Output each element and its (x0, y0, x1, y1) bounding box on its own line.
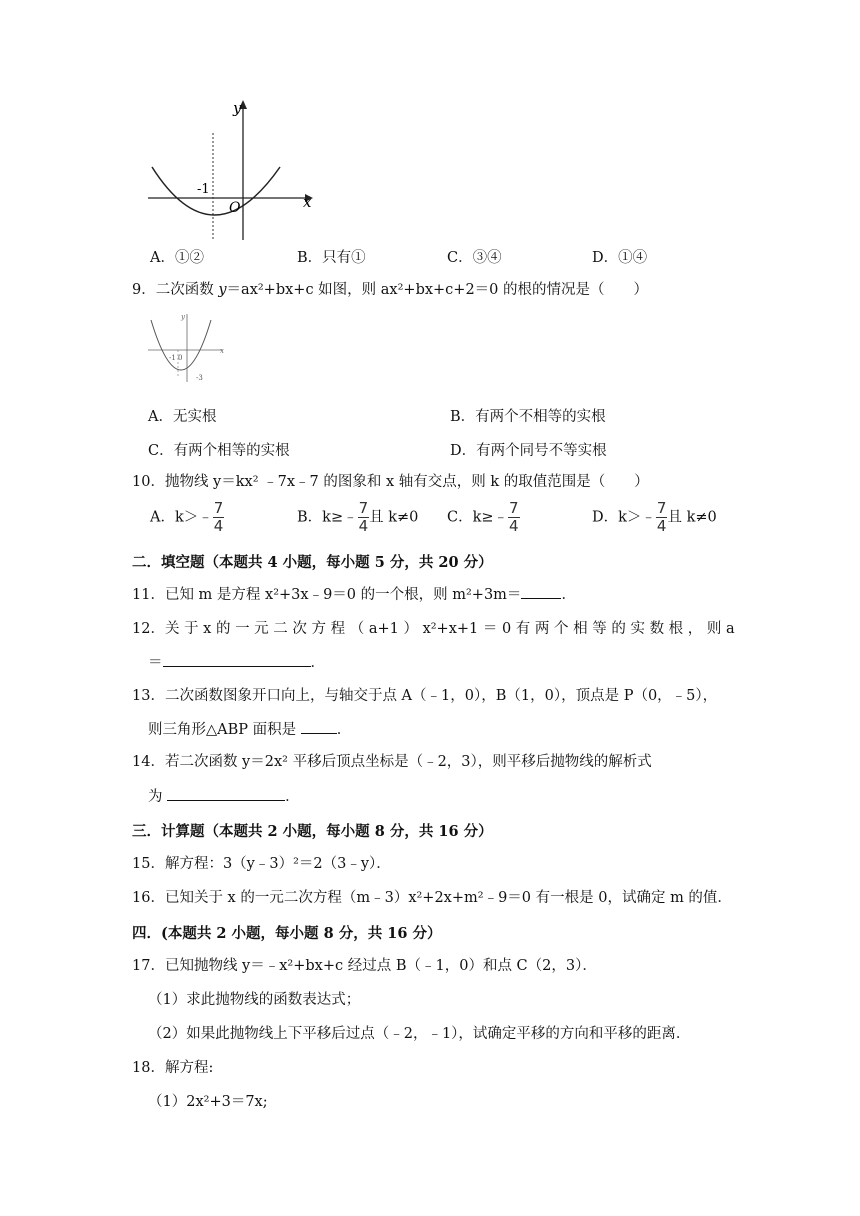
minus-one-label: -1 (197, 182, 210, 197)
fraction: $\frac{7}{4}$ (358, 499, 369, 535)
q12-line2: ＝ ． (148, 652, 325, 673)
fraction: $\frac{7}{4}$ (509, 499, 519, 535)
q9-question (132, 280, 648, 300)
q9-prefix: 9．二次函数 (132, 282, 219, 298)
q10-option-b: B．k≥﹣ $\frac{7}{4}$ 且 k≠0 (297, 499, 419, 535)
q9-option-a: A．无实根 (148, 409, 217, 425)
q17-part2: （2）如果此抛物线上下平移后过点（﹣2，﹣1），试确定平移的方向和平移的距离． (148, 1026, 691, 1042)
q9-option-b: B．有两个不相等的实根 (450, 409, 606, 425)
q9-func-y: y (218, 282, 227, 298)
q10-option-c: C．k≥﹣ $\frac{7}{4}$ (447, 499, 519, 535)
section-heading-calculation: 三．计算题（本题共 2 小题，每小题 8 分，共 16 分） (132, 823, 493, 840)
q15-question: 15．解方程：3（y﹣3）²＝2（3﹣y）． (132, 856, 391, 872)
answer-blank (163, 652, 311, 667)
q12-question: 12．关 于 x 的 一 元 二 次 方 程 （ a+1 ） x²+x+1 ＝ 0 有 两 个 相 等 的 实 数 根 ， 则 a (132, 621, 735, 637)
y-axis-label: y (181, 313, 185, 321)
q16-question: 16．已知关于 x 的一元二次方程（m﹣3）x²+2x+m²﹣9＝0 有一根是 0，试确定 m 的值． (132, 890, 732, 906)
q10-option-d: D．k＞﹣ $\frac{7}{4}$ 且 k≠0 (592, 499, 717, 535)
q8-option-a: A．①② (150, 250, 204, 266)
q11-question: 11．已知 m 是方程 x²+3x﹣9＝0 的一个根，则 m²+3m＝ ． (132, 584, 576, 605)
q18-question: 18．解方程: (132, 1060, 214, 1076)
q17-part1: （1）求此抛物线的函数表达式； (148, 992, 361, 1008)
q8-option-b: B．只有① (297, 250, 366, 266)
y-axis-label: y (233, 99, 242, 117)
q9-option-d: D．有两个同号不等实根 (450, 443, 607, 459)
q10-question: 10．抛物线 y＝kx² ﹣7x﹣7 的图象和 x 轴有交点，则 k 的取值范围是（ ） (132, 474, 649, 490)
x-axis-label: x (303, 193, 312, 211)
q14-question: 14．若二次函数 y＝2x² 平移后顶点坐标是（﹣2，3），则平移后抛物线的解析式 (132, 754, 652, 770)
answer-blank (301, 719, 337, 734)
parabola-curve (152, 167, 280, 215)
q9-func-rest: ＝ax²+bx+c 如图，则 ax²+bx+c+2＝0 的根的情况是（ ） (226, 282, 649, 298)
x-axis-label: x (220, 347, 224, 355)
q9-option-c: C．有两个相等的实根 (148, 443, 290, 459)
q13-line2: 则三角形△ABP 面积是 ． (148, 719, 351, 740)
answer-blank (521, 584, 561, 599)
q14-line2: 为 ． (148, 786, 300, 807)
q8-option-c: C．③④ (447, 250, 502, 266)
minus-three-label: -3 (196, 374, 203, 382)
section-heading-4: 四．(本题共 2 小题，每小题 8 分，共 16 分） (132, 925, 442, 942)
origin-label: O (229, 200, 241, 216)
answer-blank (167, 786, 285, 801)
q8-parabola-graph (140, 95, 320, 245)
q18-part1: （1）2x²+3＝7x; (148, 1094, 268, 1110)
q8-option-d: D．①④ (592, 250, 648, 266)
q13-question: 13．二次函数图象开口向上，与轴交于点 A（﹣1，0），B（1，0），顶点是 P（0，﹣5）， (132, 688, 718, 704)
parabola-curve (151, 320, 211, 370)
minus-one-zero-label: -1 0 (169, 354, 183, 362)
section-heading-fill-in: 二．填空题（本题共 4 小题，每小题 5 分，共 20 分） (132, 554, 493, 571)
q10-option-a: A．k＞﹣ $\frac{7}{4}$ (150, 499, 224, 535)
fraction: $\frac{7}{4}$ (656, 499, 667, 535)
q17-question: 17．已知抛物线 y＝﹣x²+bx+c 经过点 B（﹣1，0）和点 C（2，3）． (132, 958, 597, 974)
q9-parabola-graph (145, 310, 230, 385)
fraction: $\frac{7}{4}$ (213, 499, 224, 535)
